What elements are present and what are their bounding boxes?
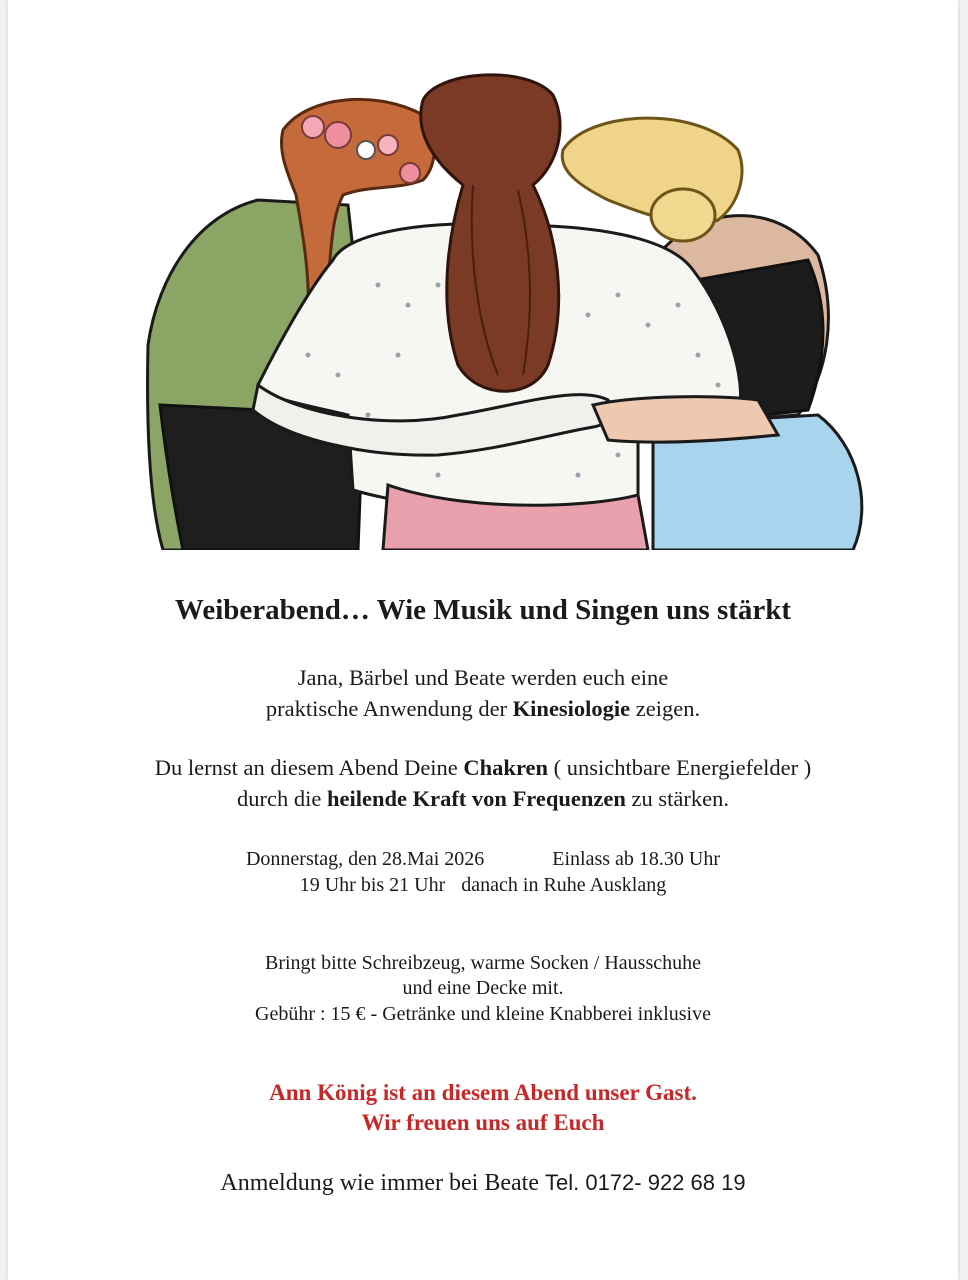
guest-line-2: Wir freuen uns auf Euch bbox=[361, 1110, 605, 1135]
afterwards-text: danach in Ruhe Ausklang bbox=[461, 874, 667, 896]
chakra-line-2 bbox=[8, 783, 958, 814]
bring-line-2: und eine Decke mit. bbox=[402, 977, 564, 999]
event-time-line bbox=[8, 872, 958, 899]
phone-number: Tel. 0172- 922 68 19 bbox=[544, 1170, 746, 1195]
chakren-highlight: Chakren bbox=[463, 755, 549, 780]
chakra-text-2: durch die bbox=[236, 786, 327, 811]
event-date-line bbox=[8, 846, 958, 873]
registration-line bbox=[8, 1170, 958, 1197]
chakra-text: Du lernst an diesem Abend Deine bbox=[154, 755, 464, 780]
event-date: Donnerstag, den 28.Mai 2026 bbox=[245, 848, 485, 870]
registration-text: Anmeldung wie immer bei Beate bbox=[220, 1170, 545, 1196]
frequenzen-highlight: heilende Kraft von Frequenzen bbox=[326, 786, 626, 811]
kinesiologie-highlight: Kinesiologie bbox=[512, 696, 631, 721]
bring-line-1: Bringt bitte Schreibzeug, warme Socken / Hausschuhe bbox=[265, 952, 701, 974]
guest-line-1: Ann König ist an diesem Abend unser Gast. bbox=[269, 1080, 697, 1105]
intro-line-1: Jana, Bärbel und Beate werden euch eine bbox=[297, 665, 669, 690]
women-hugging-illustration-icon bbox=[138, 55, 878, 550]
entry-time: Einlass ab 18.30 Uhr bbox=[552, 848, 721, 870]
flyer-page bbox=[8, 0, 958, 1280]
intro-line-2 bbox=[8, 693, 958, 724]
intro-text-end: zeigen. bbox=[630, 696, 701, 721]
event-time: 19 Uhr bis 21 Uhr bbox=[299, 874, 446, 896]
intro-paragraph bbox=[8, 662, 958, 724]
chakra-line-1 bbox=[8, 752, 958, 783]
chakra-text-end: ( unsichtbare Energiefelder ) bbox=[548, 755, 812, 780]
flyer-title: Weiberabend… Wie Musik und Singen uns stärkt bbox=[174, 594, 792, 626]
intro-text: praktische Anwendung der bbox=[265, 696, 513, 721]
chakra-text-2-end: zu stärken. bbox=[625, 786, 729, 811]
chakra-paragraph bbox=[8, 752, 958, 814]
fee-line: Gebühr : 15 € - Getränke und kleine Knabberei inklusive bbox=[255, 1003, 711, 1025]
